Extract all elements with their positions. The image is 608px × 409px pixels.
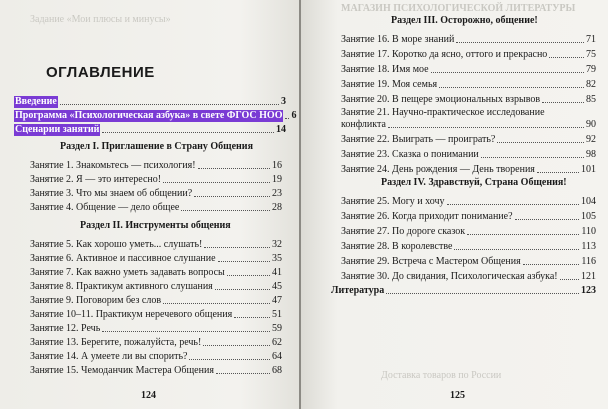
ghost-footer-right: Доставка товаров по России xyxy=(381,370,502,381)
toc-entry[interactable]: Занятие 12. Речь 59 xyxy=(30,323,282,334)
toc-entry-line2[interactable]: конфликта 90 xyxy=(341,119,596,130)
toc-entry[interactable]: Занятие 10–11. Практикум неречевого общения 51 xyxy=(30,309,282,320)
toc-entry[interactable]: Занятие 22. Выиграть — проиграть? 92 xyxy=(341,134,596,145)
section-heading: Раздел III. Осторожно, общение! xyxy=(391,15,538,26)
ghost-header-right: МАГАЗИН ПСИХОЛОГИЧЕСКОЙ ЛИТЕРАТУРЫ xyxy=(341,3,576,14)
toc-entry[interactable]: Сценарии занятий 14 xyxy=(15,124,286,135)
toc-entry[interactable]: Занятие 2. Я — это интересно! 19 xyxy=(30,174,282,185)
section-heading: Раздел I. Приглашение в Страну Общения xyxy=(60,141,253,152)
toc-entry[interactable]: Занятие 30. До свидания, Психологическая азбука! 121 xyxy=(341,271,596,282)
toc-entry[interactable]: Занятие 15. Чемоданчик Мастера Общения 68 xyxy=(30,365,282,376)
page-number: 125 xyxy=(450,390,465,401)
toc-entry[interactable]: Занятие 13. Берегите, пожалуйста, речь! 62 xyxy=(30,337,282,348)
toc-entry[interactable]: Занятие 26. Когда приходит понимание? 105 xyxy=(341,211,596,222)
toc-entry[interactable]: Занятие 1. Знакомьтесь — психология! 16 xyxy=(30,160,282,171)
right-page xyxy=(301,0,608,409)
toc-entry[interactable]: Занятие 20. В пещере эмоциональных взрывов 85 xyxy=(341,94,596,105)
toc-entry[interactable]: Занятие 27. По дороге сказок 110 xyxy=(341,226,596,237)
toc-entry[interactable]: Введение 3 xyxy=(15,96,286,107)
page-number: 124 xyxy=(141,390,156,401)
toc-entry[interactable]: Занятие 24. День рождения — День творения 101 xyxy=(341,164,596,175)
toc-entry[interactable]: Занятие 28. В королевстве 113 xyxy=(341,241,596,252)
toc-entry[interactable]: Занятие 19. Моя семья 82 xyxy=(341,79,596,90)
section-heading: Раздел II. Инструменты общения xyxy=(80,220,231,231)
toc-entry[interactable]: Занятие 8. Практикум активного слушания 45 xyxy=(30,281,282,292)
toc-entry[interactable]: Занятие 18. Имя мое 79 xyxy=(341,64,596,75)
toc-entry-line1[interactable]: Занятие 21. Научно-практическое исследование xyxy=(341,107,545,118)
toc-entry[interactable]: Занятие 14. А умеете ли вы спорить? 64 xyxy=(30,351,282,362)
ghost-header-left: Задание «Мои плюсы и минусы» xyxy=(30,14,171,25)
toc-entry[interactable]: Программа «Психологическая азбука» в свете ФГОС НОО 6 xyxy=(15,110,297,121)
toc-entry-literature[interactable]: Литература 123 xyxy=(331,285,596,296)
toc-entry[interactable]: Занятие 4. Общение — дело общее 28 xyxy=(30,202,282,213)
toc-entry[interactable]: Занятие 16. В море знаний 71 xyxy=(341,34,596,45)
toc-entry[interactable]: Занятие 29. Встреча с Мастером Общения 116 xyxy=(341,256,596,267)
toc-entry[interactable]: Занятие 23. Сказка о понимании 98 xyxy=(341,149,596,160)
toc-entry[interactable]: Занятие 6. Активное и пассивное слушание 35 xyxy=(30,253,282,264)
toc-entry[interactable]: Занятие 7. Как важно уметь задавать вопросы 41 xyxy=(30,267,282,278)
section-heading: Раздел IV. Здравствуй, Страна Общения! xyxy=(381,177,567,188)
toc-title: ОГЛАВЛЕНИЕ xyxy=(46,64,155,81)
toc-entry[interactable]: Занятие 3. Что мы знаем об общении? 23 xyxy=(30,188,282,199)
toc-entry[interactable]: Занятие 5. Как хорошо уметь... слушать! 32 xyxy=(30,239,282,250)
toc-entry[interactable]: Занятие 25. Могу и хочу 104 xyxy=(341,196,596,207)
left-page xyxy=(0,0,300,409)
toc-entry[interactable]: Занятие 9. Поговорим без слов 47 xyxy=(30,295,282,306)
toc-entry[interactable]: Занятие 17. Коротко да ясно, оттого и прекрасно 75 xyxy=(341,49,596,60)
